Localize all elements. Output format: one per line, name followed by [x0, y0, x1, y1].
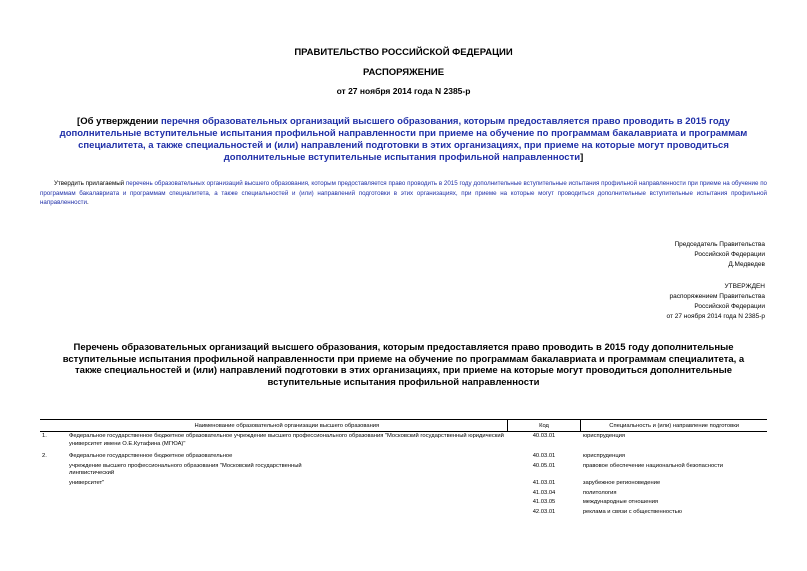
table-row	[40, 489, 767, 499]
header-number	[40, 420, 67, 432]
row-specialty: зарубежное регионоведение	[582, 479, 661, 486]
row-code: 41.03.04	[532, 489, 556, 496]
row-specialty: юриспруденция	[582, 453, 626, 460]
row-code: 42.03.01	[532, 508, 556, 515]
approval-date: от 27 ноября 2014 года N 2385-р	[666, 313, 765, 320]
row-organization: Федеральное государственное бюджетное образовательное учреждение высшего профессионального образования "Московский государственный юридический университет имени О.Е.Кутафина (МГЮА)"	[68, 433, 504, 447]
signature-name: Д.Медведев	[728, 261, 765, 268]
row-number: 1.	[42, 433, 47, 439]
row-organization: учреждение высшего профессионального образования "Московский государственный лингвистический	[68, 462, 302, 477]
table-row	[40, 498, 767, 508]
table-row	[40, 449, 767, 462]
row-code: 40.03.01	[532, 433, 556, 439]
government-heading: ПРАВИТЕЛЬСТВО РОССИЙСКОЙ ФЕДЕРАЦИИ	[294, 47, 513, 58]
row-number	[40, 489, 67, 499]
row-organization	[67, 508, 507, 518]
row-organization	[67, 498, 507, 508]
table-row	[40, 432, 767, 450]
approval-line-3: Российской Федерации	[694, 303, 765, 310]
order-lead: Утвердить прилагаемый	[54, 180, 126, 187]
approval-line-2: распоряжением Правительства	[669, 293, 765, 300]
document-subject	[40, 116, 767, 164]
row-code: 41.03.05	[532, 499, 556, 506]
document-date: от 27 ноября 2014 года N 2385-р	[336, 86, 471, 96]
approval-heading: УТВЕРЖДЕН	[724, 283, 765, 290]
row-organization	[67, 489, 507, 499]
row-number: 2.	[42, 453, 47, 460]
row-number	[40, 508, 67, 518]
order-paragraph	[40, 179, 767, 208]
table-row	[40, 462, 767, 479]
row-specialty: политология	[582, 489, 617, 496]
row-organization: Федеральное государственное бюджетное образовательное	[68, 453, 233, 460]
row-code: 40.03.01	[532, 453, 556, 460]
row-organization: университет"	[68, 479, 105, 486]
row-number	[40, 479, 67, 489]
subject-suffix: ]	[580, 152, 584, 163]
header-organization: Наименование образовательной организации высшего образования	[67, 420, 507, 432]
table-row	[40, 508, 767, 518]
row-specialty: правовое обеспечение национальной безопасности	[582, 462, 723, 469]
signature-position: Председатель Правительства	[674, 241, 765, 248]
signature-country: Российской Федерации	[694, 251, 765, 258]
subject-prefix: [Об утверждении	[77, 116, 161, 127]
table-row	[40, 479, 767, 489]
list-title: Перечень образовательных организаций высшего образования, которым предоставляется право проводить в 2015 году дополнительные вступительные испытания профильной направленности при приеме на обучение по программам бакалавриата и программам специалитета, а также специальностей и (или) направлений подготовки в этих организациях, при приеме на которые могут проводиться дополнительные вступительные испытания профильной направленности	[62, 342, 745, 388]
order-tail: .	[86, 199, 89, 207]
header-specialty: Специальность и (или) направление подготовки	[581, 420, 767, 432]
table-header-row	[40, 420, 767, 432]
row-code: 41.03.01	[532, 479, 556, 486]
approval-block	[565, 282, 765, 322]
document-type: РАСПОРЯЖЕНИЕ	[362, 67, 445, 78]
signature-block	[565, 240, 765, 270]
row-specialty: реклама и связи с общественностью	[582, 508, 683, 515]
organizations-table	[40, 419, 767, 517]
row-number	[40, 498, 67, 508]
header-code: Код	[507, 420, 581, 432]
row-number	[40, 462, 67, 479]
subject-link[interactable]: перечня образовательных организаций высшего образования, которым предоставляется право проводить в 2015 году дополнительные вступительные испытания профильной направленности при приеме на обучение по программам бакалавриата и программам специалитета, а также специальностей и (или) направлений подготовки в этих организациях, при приеме на которые могут проводиться дополнительные вступительные испытания профильной направленности	[59, 116, 748, 163]
order-link[interactable]: перечень образовательных организаций высшего образования, которым предоставляется право проводить в 2015 году дополнительные вступительные испытания профильной направленности при приеме на обучение по программам бакалавриата и программам специалитета, а также специальностей и (или) направлений подготовки в этих организациях, при приеме на которые могут проводиться дополнительные вступительные испытания профильной направленности	[40, 180, 767, 207]
row-specialty: международные отношения	[582, 499, 659, 506]
row-specialty: юриспруденция	[582, 433, 626, 439]
row-code: 40.05.01	[532, 462, 556, 469]
